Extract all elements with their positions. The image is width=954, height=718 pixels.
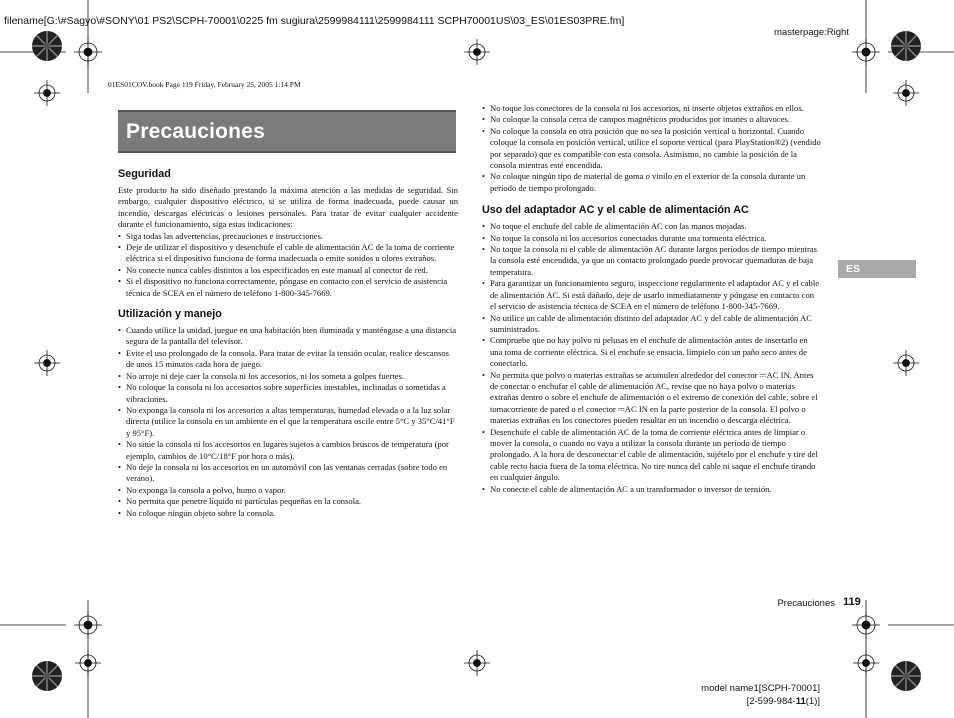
list-item-text: No sitúe la consola ni los accesorios en lugares sujetos a cambios bruscos de temperatura (por ejemplo, cambios de 10°C/18°F por hora o más). (126, 439, 449, 461)
bullet-icon: • (482, 221, 486, 232)
registration-target-icon (464, 39, 490, 65)
list-item (482, 484, 822, 495)
header-bookinfo: 01ES01COV.book Page 119 Friday, February 25, 2005 1:14 PM (108, 80, 301, 89)
registration-target-icon (75, 650, 101, 676)
bullet-icon: • (118, 276, 122, 287)
list-item (118, 276, 458, 299)
registration-target-icon (74, 38, 102, 66)
bullet-icon: • (482, 278, 486, 289)
footer-model-name: model name1[SCPH-70001] (701, 683, 820, 694)
footer-section-name: Precauciones (777, 598, 835, 609)
bullet-icon: • (118, 439, 122, 450)
registration-target-icon (464, 650, 490, 676)
bullet-icon: • (118, 507, 122, 518)
list-item-text: Siga todas las advertencias, precauciones e instrucciones. (126, 230, 324, 241)
bullet-icon: • (482, 103, 486, 113)
list-item (118, 462, 458, 485)
bullet-icon: • (482, 114, 486, 125)
bullet-icon: • (118, 484, 122, 495)
color-wheel-icon (32, 31, 62, 61)
bullet-icon: • (118, 347, 122, 358)
list-item (118, 348, 458, 371)
part-number-suffix: (1)] (805, 696, 820, 707)
bullet-icon: • (118, 325, 122, 336)
language-tab-label: ES (846, 263, 861, 275)
registration-target-icon (852, 38, 880, 66)
list-item-text: Deje de utilizar el dispositivo y desenchufe el cable de alimentación AC de la toma de corriente eléctrica si el dispositivo funciona de forma inadecuada o emite sonidos u olores extraños. (126, 242, 455, 264)
list-item (482, 233, 822, 244)
list-item-text: No conecte el cable de alimentación AC a un transformador o inversor de tensión. (490, 483, 772, 494)
bullet-icon: • (482, 232, 486, 243)
list-item-text: No utilice un cable de alimentación distinto del adaptador AC y del cable de alimentación AC suministrados. (490, 312, 812, 334)
footer-part-number (640, 696, 820, 707)
list-item (482, 244, 822, 278)
bullet-icon: • (482, 125, 486, 136)
registration-target-icon (893, 80, 919, 106)
bullet-icon: • (482, 244, 486, 255)
list-item-text: Compruebe que no hay polvo ni pelusas en el enchufe de alimentación antes de insertarlo en una toma de corriente eléctrica. Si el enchufe se ensucia, límpielo con un paño seco antes de conectarlo. (490, 335, 808, 369)
utilizacion-list (118, 325, 458, 519)
list-item (482, 103, 822, 114)
registration-target-icon (852, 611, 880, 639)
list-item-text: No coloque ningún objeto sobre la consola. (126, 507, 276, 518)
list-item-text: No exponga la consola ni los accesorios a altas temperaturas, humedad elevada o a la luz solar directa (utilice la consola en un ambiente en el que la temperatura oscile entre 5°C y 35°C/41°F y 95°F). (126, 404, 455, 438)
list-item (482, 427, 822, 484)
page-title: Precauciones (126, 119, 265, 143)
list-item (118, 242, 458, 265)
list-item-text: No coloque la consola cerca de campos magnéticos producidos por imanes o altavoces. (490, 114, 790, 125)
utilizacion-list-continued (482, 103, 822, 194)
title-bar (118, 110, 456, 153)
list-item (118, 405, 458, 439)
bullet-icon: • (118, 496, 122, 507)
right-column (482, 103, 822, 495)
bullet-icon: • (482, 369, 486, 380)
left-column (118, 168, 458, 519)
list-item-text: No toque los conectores de la consola ni los accesorios, ni inserte objetos extraños en ellos. (490, 103, 804, 113)
list-item (482, 278, 822, 312)
section-heading-adaptador: Uso del adaptador AC y el cable de alimentación AC (482, 204, 749, 217)
bullet-icon: • (118, 370, 122, 381)
list-item (118, 508, 458, 519)
list-item (482, 335, 822, 369)
list-item (118, 231, 458, 242)
bullet-icon: • (118, 242, 122, 253)
list-item-text: No permita que penetre líquido ni partículas pequeñas en la consola. (126, 496, 362, 507)
list-item-text: No toque la consola ni los accesorios conectados durante una tormenta eléctrica. (490, 232, 767, 243)
list-item-text: No exponga la consola a polvo, humo o vapor. (126, 484, 286, 495)
list-item (482, 221, 822, 232)
bullet-icon: • (482, 171, 486, 182)
bullet-icon: • (118, 382, 122, 393)
list-item-text: No toque la consola ni el cable de alimentación AC durante largos períodos de tiempo mientras la consola esté encendida, ya que un contacto prolongado puede provocar quemaduras de baja temperatura. (490, 244, 818, 277)
list-item-text: No deje la consola ni los accesorios en un automóvil con las ventanas cerradas (sobre todo en verano). (126, 461, 448, 484)
seguridad-intro: Este producto ha sido diseñado prestando la máxima atención a las medidas de seguridad. Sin embargo, cualquier dispositivo eléctrico, si se utiliza de forma inadecuada, puede causar un incendio, descargas eléctricas o lesiones personales. Para tratar de evitar cualquier accidente durante el funcionamiento, siga estas indicaciones: (118, 185, 458, 230)
registration-target-icon (853, 650, 879, 676)
bullet-icon: • (482, 312, 486, 323)
bullet-icon: • (118, 230, 122, 241)
section-heading-seguridad: Seguridad (118, 168, 171, 180)
header-filename: filename[G:\#Sagyo\#SONY\01 PS2\SCPH-70001\0225 fm sugiura\2599984111\2599984111 SCPH70001US\03_ES\01ES03PRE.fm] (4, 15, 625, 27)
section-heading-utilizacion: Utilización y manejo (118, 308, 222, 321)
list-item (118, 325, 458, 348)
page-number: 119 (843, 596, 861, 608)
color-wheel-icon (891, 31, 921, 61)
list-item (118, 382, 458, 405)
list-item (118, 265, 458, 276)
part-number-prefix: [2-599-984- (746, 696, 796, 707)
registration-target-icon (893, 350, 919, 376)
list-item-text: Evite el uso prolongado de la consola. Para tratar de evitar la tensión ocular, realice descansos de unos 15 minutos cada hora de juego. (126, 347, 449, 370)
bullet-icon: • (118, 404, 122, 415)
list-item-text: No coloque ningún tipo de material de goma o vinilo en el exterior de la consola durante un período de tiempo prolongado. (490, 171, 806, 193)
bullet-icon: • (482, 426, 486, 437)
list-item-text: Si el dispositivo no funciona correctamente, póngase en contacto con el servicio de asistencia técnica de SCEA en el número de teléfono 1-800-345-7669. (126, 276, 448, 298)
list-item-text: Para garantizar un funcionamiento seguro, inspeccione regularmente el adaptador AC y el cable de alimentación AC. Si está dañado, deje de usarlo inmediatamente y póngase en contacto con el servicio de asistencia técnica de SCEA en el número de teléfono 1-800-345-7669. (490, 278, 820, 312)
adaptador-list (482, 221, 822, 495)
list-item-text: Desenchufe el cable de alimentación AC de la toma de corriente eléctrica antes de limpiar o mover la consola, o cuando no vaya a utilizar la consola durante un período de tiempo prolongado. A la hora de desconectar el cable de alimentación, sujételo por el enchufe y tire del cable recto hacia fuera de la toma eléctrica. No tire nunca del cable ni saque el enchufe tirando en cualquier ángulo. (490, 426, 818, 483)
list-item-text: No permita que polvo o materias extrañas se acumulen alrededor del conector ⎓AC IN. Antes de conectar o enchufar el cable de alimentación AC, revise que no haya polvo o materias extrañas dentro o sobre el enchufe de alimentación o el extremo de conexión del cable, sobre el tomacorriente de pared o el conector ⎓AC IN en la parte posterior de la consola. El polvo o materias extrañas en los conectores pueden resultar en un incendio o descarga eléctrica. (490, 369, 818, 426)
part-number-bold: 11 (795, 696, 806, 707)
list-item (482, 370, 822, 427)
list-item (118, 485, 458, 496)
list-item-text: No toque el enchufe del cable de alimentación AC con las manos mojadas. (490, 221, 747, 232)
list-item (482, 114, 822, 125)
list-item (118, 496, 458, 507)
list-item (482, 171, 822, 194)
list-item (118, 439, 458, 462)
language-tab (838, 260, 916, 278)
bullet-icon: • (482, 483, 486, 494)
bullet-icon: • (118, 461, 122, 472)
list-item (118, 371, 458, 382)
list-item (482, 313, 822, 336)
color-wheel-icon (891, 661, 921, 691)
list-item (482, 126, 822, 172)
registration-target-icon (74, 611, 102, 639)
list-item-text: No coloque la consola ni los accesorios sobre superficies inestables, inclinadas o sometidas a vibraciones. (126, 382, 446, 404)
list-item-text: No coloque la consola en otra posición que no sea la posición vertical u horizontal. Cuando coloque la consola en posición vertical, utilice el soporte vertical (para PlayStation®2) (vendido por separado) que es compatible con esta consola. Asimismo, no cambie la posición de la consola mientras esté encendida. (490, 125, 821, 171)
list-item-text: No arroje ni deje caer la consola ni los accesorios, ni los someta a golpes fuertes. (126, 370, 405, 381)
header-masterpage: masterpage:Right (774, 27, 849, 38)
list-item-text: No conecte nunca cables distintos a los especificados en este manual al conector de red. (126, 264, 428, 275)
bullet-icon: • (118, 264, 122, 275)
list-item-text: Cuando utilice la unidad, juegue en una habitación bien iluminada y manténgase a una distancia segura de la pantalla del televisor. (126, 325, 457, 347)
color-wheel-icon (32, 661, 62, 691)
seguridad-list (118, 231, 458, 299)
registration-target-icon (34, 80, 60, 106)
registration-target-icon (34, 350, 60, 376)
bullet-icon: • (482, 335, 486, 346)
